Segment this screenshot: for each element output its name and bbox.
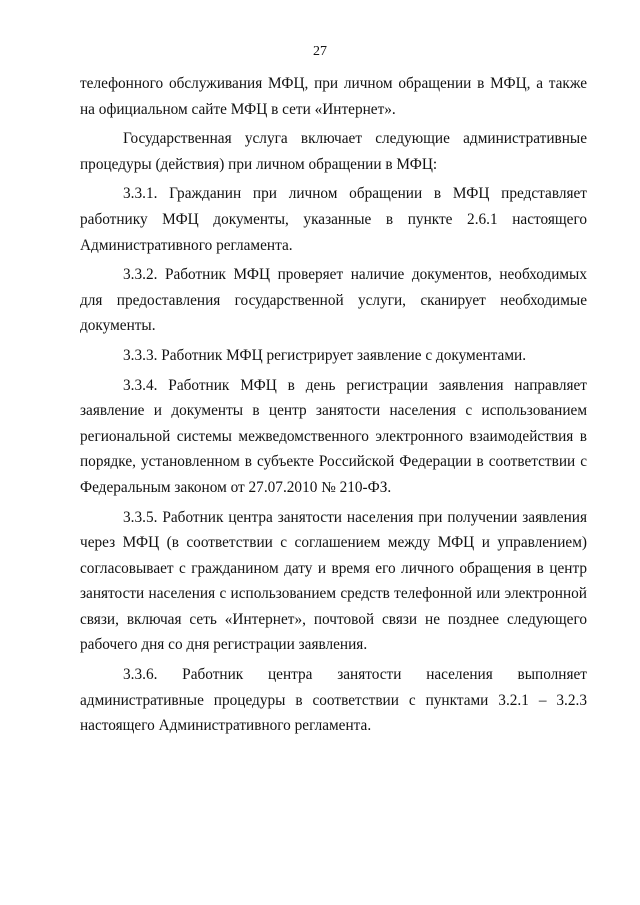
paragraph-3-3-2: 3.3.2. Работник МФЦ проверяет наличие документов, необходимых для предоставления государственной услуги, сканирует необходимые документы. — [80, 266, 587, 335]
document-body — [80, 71, 587, 739]
paragraph-intro-continuation: телефонного обслуживания МФЦ, при личном обращении в МФЦ, а также на официальном сайте МФЦ в сети «Интернет». — [80, 75, 587, 118]
paragraph-3-3-5: 3.3.5. Работник центра занятости населения при получении заявления через МФЦ (в соответствии с соглашением между МФЦ и управлением) согласовывает с гражданином дату и время его личного обращения в центр занятости населения с использованием средств телефонной или электронной связи, включая сеть «Интернет», почтовой связи не позднее следующего рабочего дня со дня регистрации заявления. — [80, 508, 587, 654]
paragraph-3-3-4: 3.3.4. Работник МФЦ в день регистрации заявления направляет заявление и документы в центр занятости населения с использованием региональной системы межведомственного электронного взаимодействия в порядке, установленном в субъекте Российской Федерации в соответствии с Федеральным законом от 27.07.2010 № 210-ФЗ. — [80, 376, 587, 496]
paragraph-3-3-1: 3.3.1. Гражданин при личном обращении в МФЦ представляет работнику МФЦ документы, указанные в пункте 2.6.1 настоящего Административного регламента. — [80, 185, 587, 254]
paragraph-procedures-intro: Государственная услуга включает следующие административные процедуры (действия) при личном обращении в МФЦ: — [80, 130, 587, 173]
paragraph-3-3-6: 3.3.6. Работник центра занятости населения выполняет административные процедуры в соответствии с пунктами 3.2.1 – 3.2.3 настоящего Административного регламента. — [80, 666, 587, 735]
paragraph-3-3-3: 3.3.3. Работник МФЦ регистрирует заявление с документами. — [123, 346, 527, 364]
page-number: 27 — [313, 44, 327, 59]
